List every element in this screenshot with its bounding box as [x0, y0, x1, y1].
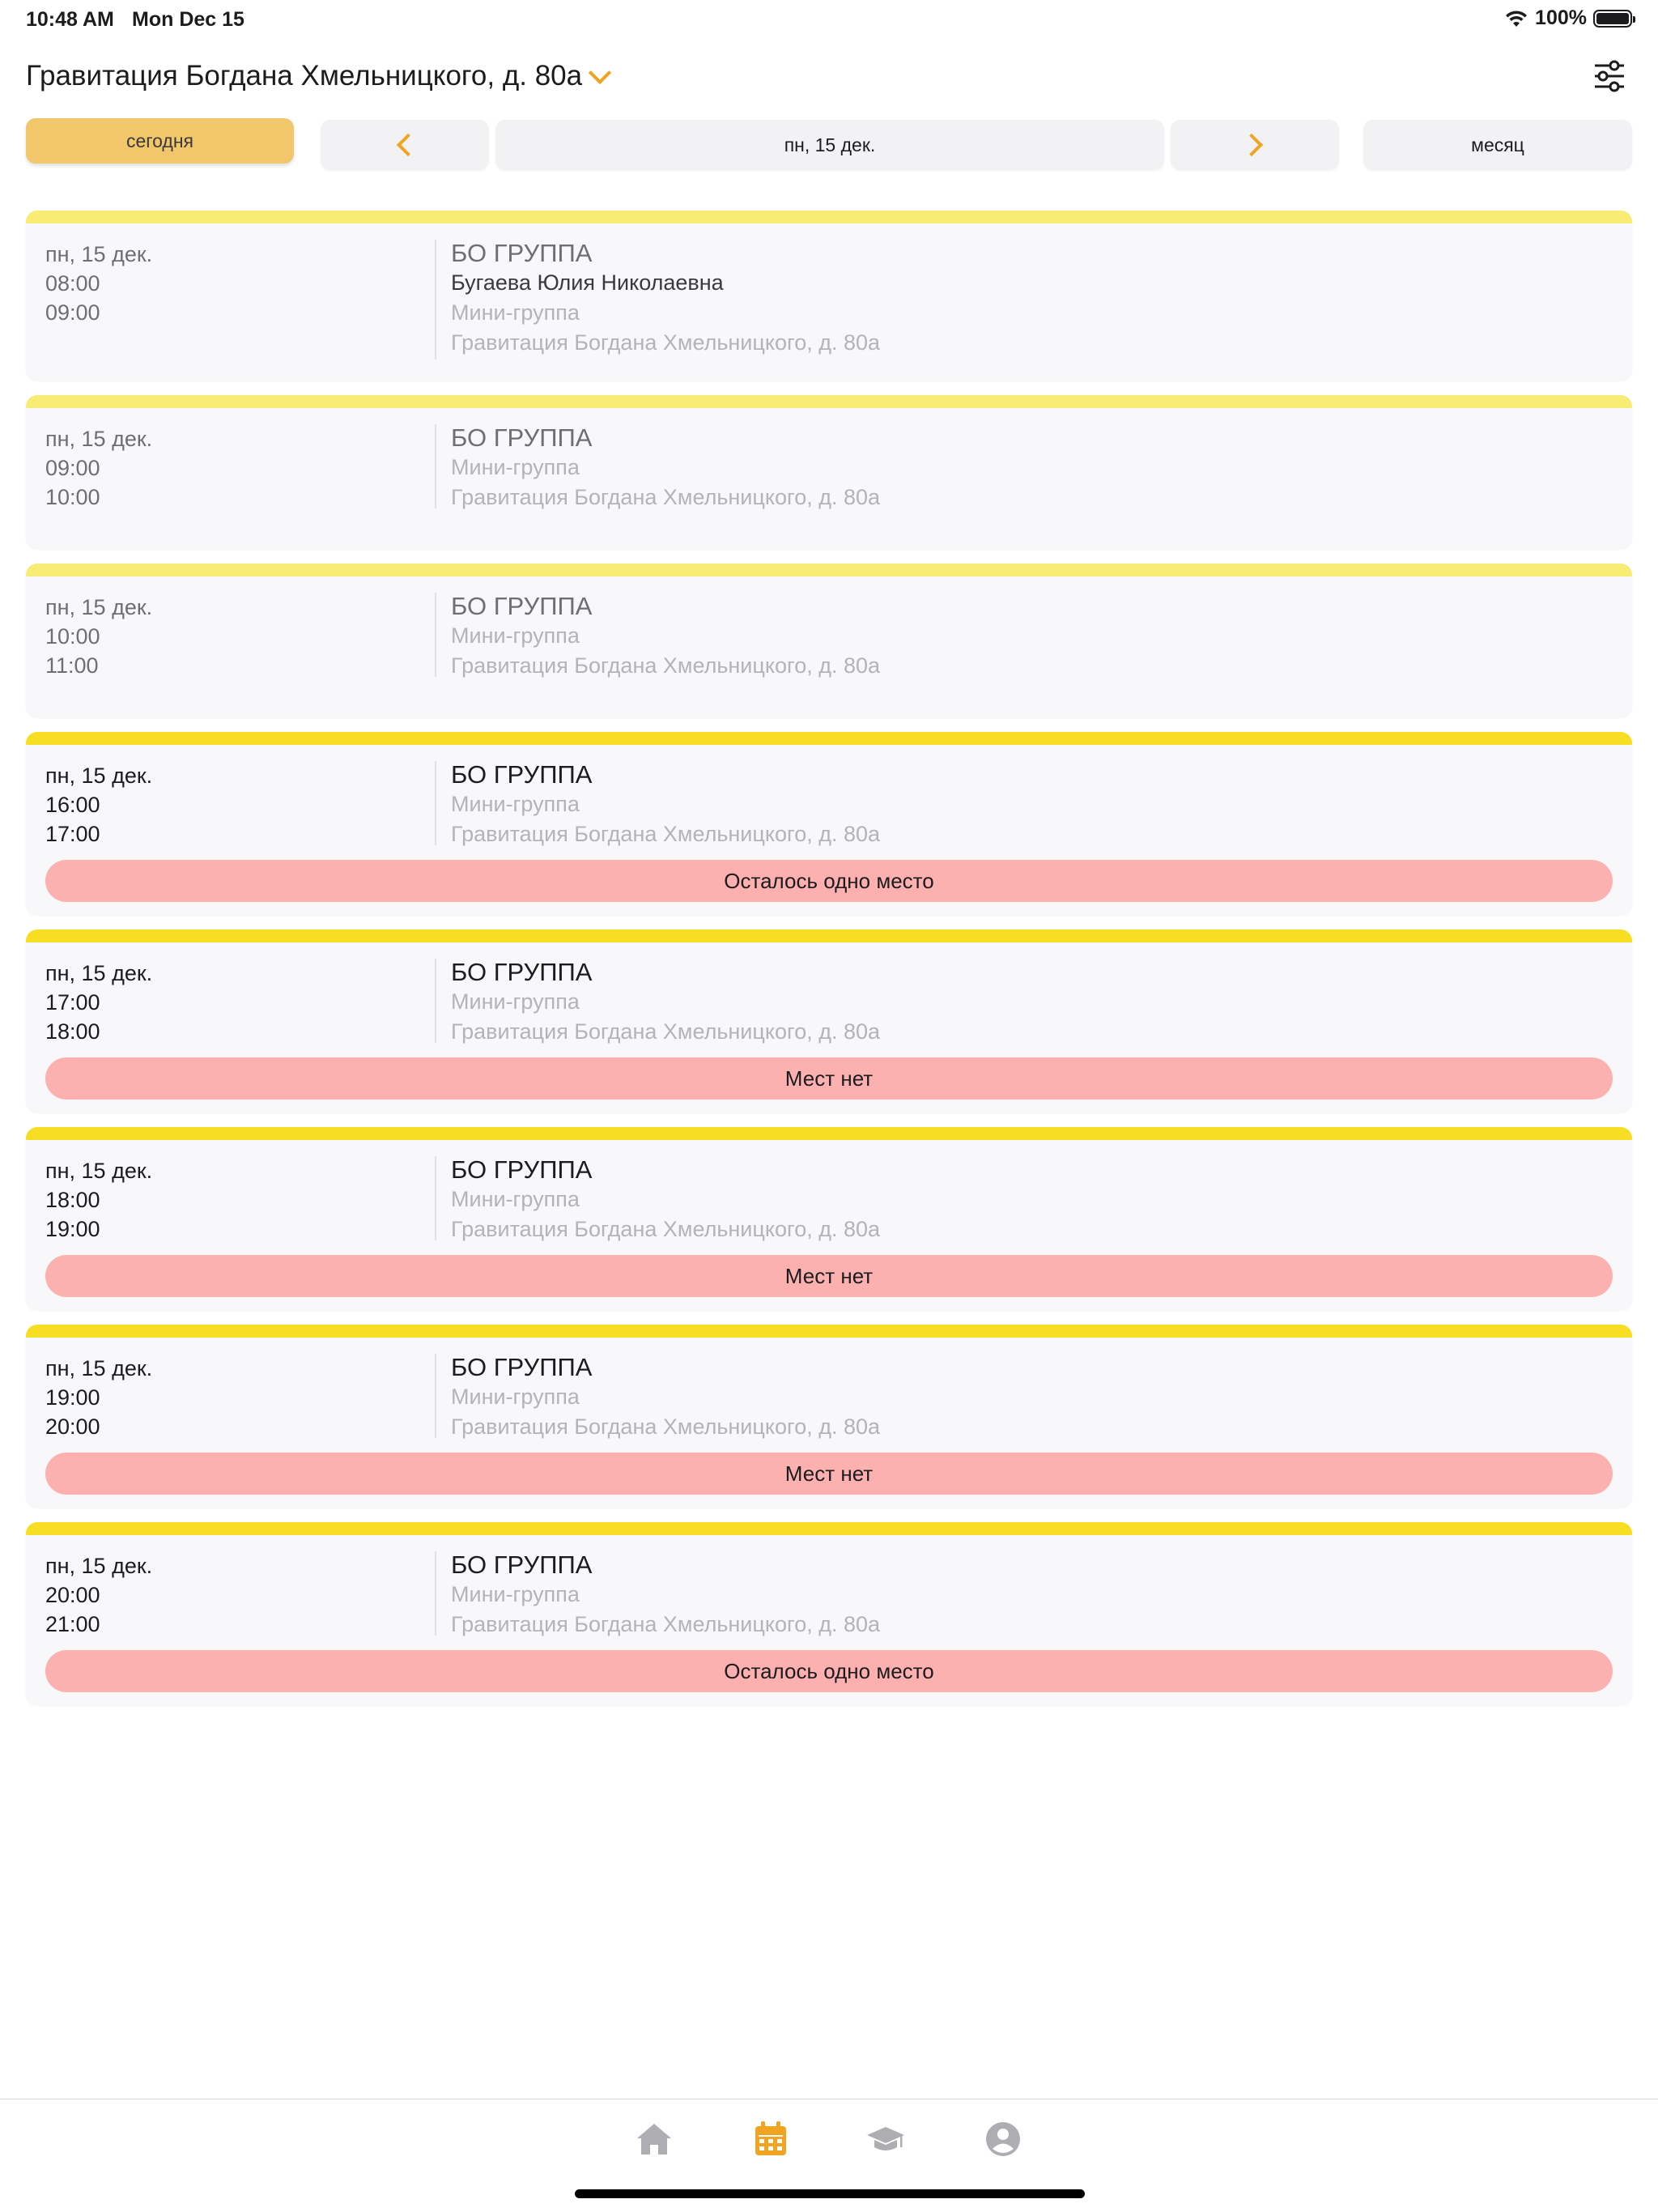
lesson-card[interactable] [26, 564, 1632, 717]
prev-day-button[interactable] [321, 120, 489, 170]
battery-icon [1593, 10, 1632, 28]
lesson-group: БО ГРУППА [451, 958, 593, 986]
lesson-start: 19:00 [45, 1385, 100, 1410]
status-right [1504, 6, 1632, 30]
lesson-end: 19:00 [45, 1217, 100, 1241]
lesson-group: БО ГРУППА [451, 1353, 593, 1381]
lesson-end: 09:00 [45, 300, 100, 325]
location-selector[interactable] [26, 60, 608, 92]
lesson-end: 21:00 [45, 1612, 100, 1636]
lesson-type: Мини-группа [451, 623, 580, 648]
lesson-info-block [451, 1155, 880, 1244]
lesson-type: Мини-группа [451, 300, 580, 325]
lesson-start: 16:00 [45, 793, 100, 817]
lesson-card[interactable] [26, 211, 1632, 381]
status-date: Mon Dec 15 [132, 8, 244, 31]
lesson-type: Мини-группа [451, 989, 580, 1014]
lesson-group: БО ГРУППА [451, 423, 593, 452]
date-toolbar [26, 118, 1632, 172]
lesson-group: БО ГРУППА [451, 1155, 593, 1184]
lesson-card[interactable] [26, 1127, 1632, 1310]
lesson-address: Гравитация Богдана Хмельницкого, д. 80а [451, 1019, 881, 1044]
chevron-left-icon [397, 134, 419, 156]
today-button[interactable]: сегодня [26, 118, 294, 164]
lesson-date: пн, 15 дек. [45, 1356, 153, 1380]
lesson-group: БО ГРУППА [451, 239, 593, 267]
lesson-info-block [451, 423, 880, 513]
month-view-button[interactable]: месяц [1363, 120, 1632, 170]
lesson-date: пн, 15 дек. [45, 1159, 153, 1183]
lesson-type: Мини-группа [451, 455, 580, 479]
availability-status-pill: Мест нет [45, 1255, 1613, 1297]
lesson-card[interactable] [26, 732, 1632, 915]
lesson-group: БО ГРУППА [451, 760, 593, 789]
divider [435, 1354, 436, 1438]
lesson-date: пн, 15 дек. [45, 764, 153, 788]
lesson-start: 18:00 [45, 1188, 100, 1212]
lesson-address: Гравитация Богдана Хмельницкого, д. 80а [451, 1414, 881, 1439]
availability-status-pill: Мест нет [45, 1057, 1613, 1100]
wifi-icon [1504, 9, 1528, 28]
lesson-card[interactable] [26, 1522, 1632, 1705]
lesson-start: 17:00 [45, 990, 100, 1015]
lesson-address: Гравитация Богдана Хмельницкого, д. 80а [451, 1217, 881, 1241]
lesson-time-block [45, 1354, 152, 1441]
lesson-info-block [451, 591, 880, 681]
home-icon[interactable] [634, 2119, 674, 2159]
lesson-card[interactable] [26, 929, 1632, 1112]
profile-icon[interactable] [983, 2119, 1023, 2159]
divider [435, 240, 436, 359]
lesson-date: пн, 15 дек. [45, 595, 153, 619]
location-title: Гравитация Богдана Хмельницкого, д. 80а [26, 60, 583, 91]
availability-status-pill: Мест нет [45, 1453, 1613, 1495]
lesson-type: Мини-группа [451, 1385, 580, 1409]
lesson-info-block [451, 1352, 880, 1442]
chevron-down-icon [589, 62, 611, 84]
lesson-date: пн, 15 дек. [45, 242, 153, 266]
lesson-time-block [45, 593, 152, 680]
lesson-list [26, 211, 1632, 1720]
lesson-time-block [45, 240, 152, 327]
lesson-type: Мини-группа [451, 1187, 580, 1211]
graduation-cap-icon[interactable] [865, 2119, 906, 2159]
availability-status-pill: Осталось одно место [45, 1650, 1613, 1692]
divider [435, 959, 436, 1043]
status-bar [0, 0, 1658, 39]
lesson-end: 20:00 [45, 1414, 100, 1439]
chevron-right-icon [1240, 134, 1263, 156]
status-time: 10:48 AM [26, 8, 114, 31]
current-date-button[interactable]: пн, 15 дек. [495, 120, 1164, 170]
lesson-type: Мини-группа [451, 1582, 580, 1606]
lesson-address: Гравитация Богдана Хмельницкого, д. 80а [451, 330, 881, 355]
availability-status-pill: Осталось одно место [45, 860, 1613, 902]
lesson-address: Гравитация Богдана Хмельницкого, д. 80а [451, 822, 881, 846]
lesson-info-block [451, 238, 880, 358]
lesson-info-block [451, 1550, 880, 1640]
divider [435, 761, 436, 845]
lesson-type: Мини-группа [451, 792, 580, 816]
battery-percent: 100% [1535, 6, 1587, 29]
lesson-start: 20:00 [45, 1583, 100, 1607]
lesson-end: 11:00 [45, 653, 99, 678]
lesson-group: БО ГРУППА [451, 1551, 593, 1579]
calendar-icon[interactable] [750, 2119, 791, 2159]
divider [435, 593, 436, 677]
lesson-card[interactable] [26, 1325, 1632, 1508]
lesson-end: 10:00 [45, 485, 100, 509]
lesson-time-block [45, 1156, 152, 1244]
lesson-info-block [451, 759, 880, 849]
lesson-time-block [45, 761, 152, 849]
lesson-date: пн, 15 дек. [45, 961, 153, 985]
lesson-date: пн, 15 дек. [45, 1554, 153, 1578]
lesson-info-block [451, 957, 880, 1047]
lesson-start: 08:00 [45, 271, 100, 296]
lesson-date: пн, 15 дек. [45, 427, 153, 451]
home-indicator[interactable] [575, 2189, 1085, 2198]
divider [435, 1551, 436, 1636]
lesson-end: 18:00 [45, 1019, 100, 1044]
lesson-card[interactable] [26, 395, 1632, 549]
lesson-address: Гравитация Богдана Хмельницкого, д. 80а [451, 1612, 881, 1636]
lesson-time-block [45, 1551, 152, 1639]
lesson-teacher: Бугаева Юлия Николаевна [451, 270, 724, 295]
next-day-button[interactable] [1171, 120, 1339, 170]
lesson-time-block [45, 424, 152, 512]
lesson-start: 10:00 [45, 624, 100, 649]
divider [435, 424, 436, 508]
filter-settings-icon[interactable] [1592, 58, 1627, 94]
lesson-end: 17:00 [45, 822, 100, 846]
lesson-address: Гравитация Богдана Хмельницкого, д. 80а [451, 485, 881, 509]
lesson-time-block [45, 959, 152, 1046]
divider [435, 1156, 436, 1240]
lesson-address: Гравитация Богдана Хмельницкого, д. 80а [451, 653, 881, 678]
lesson-group: БО ГРУППА [451, 592, 593, 620]
lesson-start: 09:00 [45, 456, 100, 480]
